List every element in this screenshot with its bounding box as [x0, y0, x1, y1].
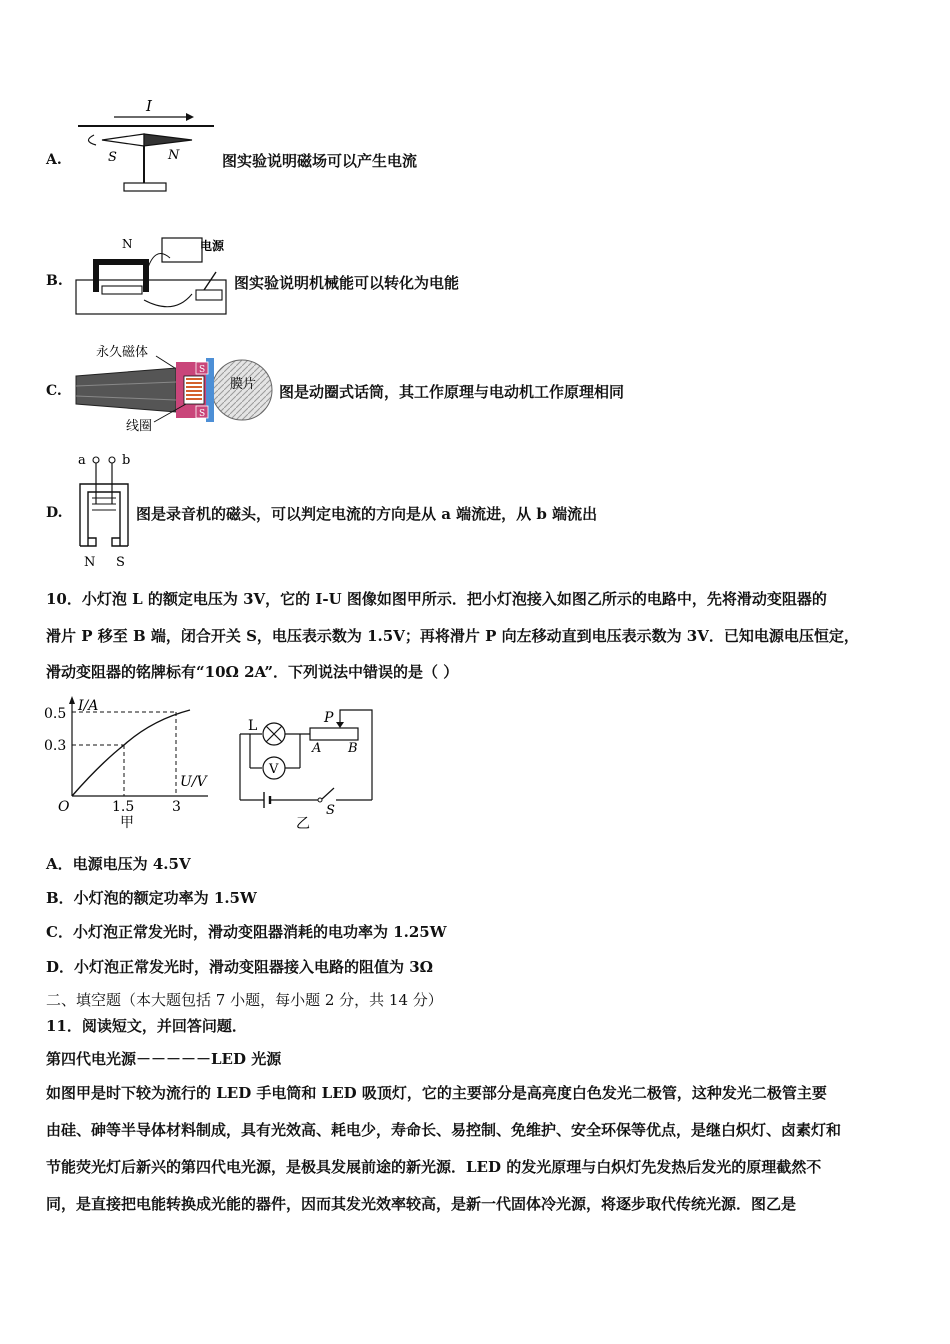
terminal-a [93, 457, 99, 463]
label-coil: 线圈 [126, 419, 153, 434]
label-b: b [122, 453, 131, 468]
terminal-b [109, 457, 115, 463]
handle [76, 368, 176, 412]
slider-arrow-icon [336, 722, 344, 728]
label-magnet: 永久磁体 [96, 345, 149, 360]
power-box [162, 238, 202, 262]
switch [196, 290, 222, 300]
origin-label: O [58, 799, 70, 815]
figure-iu-graph [40, 694, 220, 830]
article-line-2: 由硅、砷等半导体材料制成，具有光效高、耗电少，寿命长、易控制、免维护、安全环保等优点，是继白炽灯、卤素灯和 [46, 1121, 842, 1139]
label-pole-bottom: S [199, 409, 206, 419]
x-tick-3: 3 [172, 799, 181, 815]
needle-north-half [144, 134, 192, 146]
figure-circuit [230, 700, 380, 832]
core-gap [80, 538, 128, 546]
article-title: 第四代电光源－－－－－LED 光源 [46, 1050, 282, 1068]
label-source: 电源 [200, 239, 225, 253]
switch-label: S [326, 803, 335, 818]
label-north: N [168, 148, 180, 163]
option-c-text: 图是动圈式话筒，其工作原理与电动机工作原理相同 [279, 383, 625, 401]
q10-option-c: C．小灯泡正常发光时，滑动变阻器消耗的电功率为 1.25W [46, 923, 447, 941]
y-tick-03: 0.3 [44, 738, 67, 754]
option-b-letter: B. [46, 273, 63, 289]
option-c-letter: C. [46, 383, 62, 399]
label-south: S [108, 150, 117, 165]
core-outer [80, 484, 128, 546]
q10-option-b: B．小灯泡的额定功率为 1.5W [46, 889, 257, 907]
label-south: S [116, 555, 125, 570]
q10-line-2: 滑片 P 移至 B 端，闭合开关 S，电压表示数为 1.5V；再将滑片 P 向左移动直到电压表示数为 3V．已知电源电压恒定， [46, 627, 859, 645]
q10-line-1: 10．小灯泡 L 的额定电压为 3V，它的 I-U 图像如图甲所示．把小灯泡接入如图乙所示的电路中，先将滑动变阻器的 [46, 590, 827, 608]
article-line-1: 如图甲是时下较为流行的 LED 手电筒和 LED 吸顶灯，它的主要部分是高亮度白色发光二极管，这种发光二极管主要 [46, 1084, 827, 1102]
conductor-rod [102, 286, 142, 294]
x-axis-label: U/V [180, 774, 207, 790]
q10-option-a: A．电源电压为 4.5V [46, 855, 191, 873]
label-current: I [146, 97, 152, 115]
section-heading: 二、填空题（本大题包括 7 小题，每小题 2 分，共 14 分） [46, 991, 443, 1009]
figure-induction-experiment [74, 234, 234, 318]
q11-prompt: 11．阅读短文，并回答问题． [46, 1017, 247, 1035]
y-tick-05: 0.5 [44, 706, 67, 722]
option-d-letter: D. [46, 505, 63, 521]
y-arrow-icon [69, 696, 75, 704]
switch-pivot [318, 798, 322, 802]
lamp-label: L [248, 718, 258, 734]
figure-oersted-experiment [74, 95, 219, 197]
q10-option-d: D．小灯泡正常发光时，滑动变阻器接入电路的阻值为 3Ω [46, 958, 434, 976]
stand-base [124, 183, 166, 191]
label-north: N [122, 237, 133, 251]
article-line-4: 同，是直接把电能转换成光能的器件，因而其发光效率较高，是新一代固体冷光源，将逐步取代传统光源．图乙是 [46, 1195, 797, 1213]
label-north: N [84, 555, 96, 570]
figure-dynamic-microphone [74, 342, 279, 434]
x-tick-15: 1.5 [112, 799, 135, 815]
y-axis-label: I/A [78, 698, 99, 714]
option-b-text: 图实验说明机械能可以转化为电能 [234, 274, 460, 292]
voltmeter-label: V [269, 762, 279, 777]
rotation-arrow-icon [88, 135, 96, 145]
iu-curve [72, 710, 190, 796]
option-a-letter: A. [46, 152, 62, 168]
label-pole-top: S [199, 365, 206, 375]
current-arrowhead-icon [186, 113, 194, 121]
label-a: a [78, 453, 86, 468]
q10-line-3: 滑动变阻器的铭牌标有“10Ω 2A”．下列说法中错误的是（ ） [46, 663, 459, 681]
needle-south-half [102, 134, 144, 146]
circuit-caption: 乙 [296, 816, 310, 832]
article-line-3: 节能荧光灯后新兴的第四代电光源，是极具发展前途的新光源．LED 的发光原理与白炽灯先发热后发光的原理截然不 [46, 1158, 822, 1176]
option-a-text: 图实验说明磁场可以产生电流 [222, 152, 418, 170]
slider-label: P [324, 710, 334, 726]
label-diaphragm: 膜片 [230, 377, 257, 392]
end-a-label: A [312, 741, 322, 756]
rheostat [310, 728, 358, 740]
graph-caption: 甲 [120, 815, 134, 830]
option-d-text: 图是录音机的磁头，可以判定电流的方向是从 a 端流进，从 b 端流出 [136, 505, 598, 523]
end-b-label: B [348, 741, 358, 756]
figure-recording-head [74, 448, 136, 572]
switch-blade [322, 788, 334, 799]
